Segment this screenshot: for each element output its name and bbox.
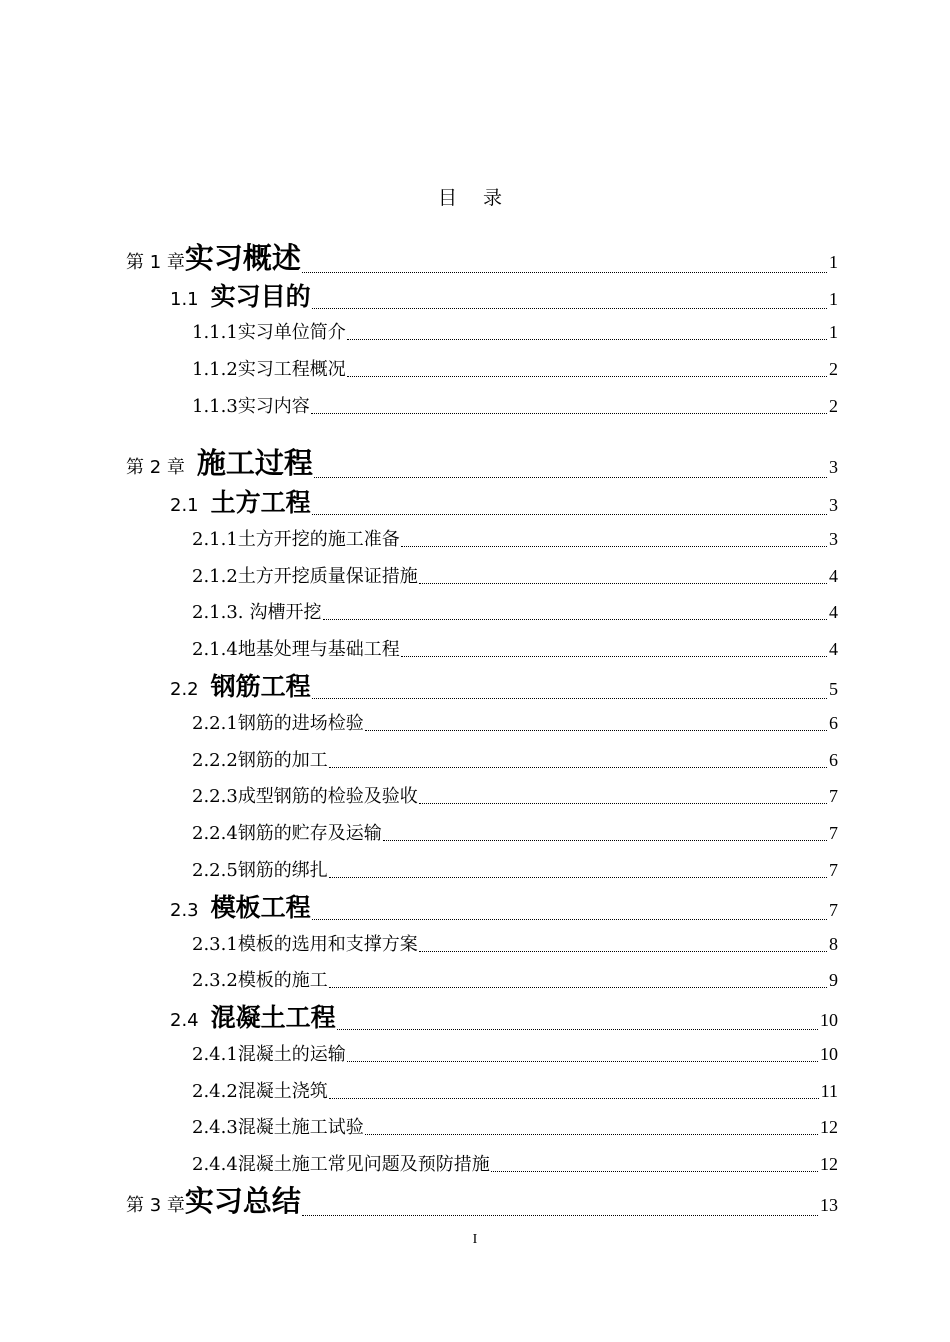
subsection-number: 2.4.4 — [192, 1154, 238, 1175]
chapter-title: 实习总结 — [184, 1184, 301, 1218]
page-number: 10 — [820, 1010, 838, 1030]
page-number: 2 — [829, 359, 838, 379]
subsection-number: 2.1.2 — [192, 566, 238, 587]
page-number: 7 — [829, 823, 838, 843]
dot-leader — [401, 656, 827, 657]
subsection-number: 2.1.4 — [192, 639, 238, 660]
page-number: 6 — [829, 713, 838, 733]
dot-leader — [329, 987, 827, 988]
toc-title: 目 录 — [437, 187, 513, 209]
chapter-prefix: 第 2 章 — [126, 457, 185, 478]
subsection-number: 2.2.2 — [192, 750, 238, 771]
toc-entry-chapter-1[interactable] — [126, 236, 838, 277]
toc-entry-section-2-4[interactable] — [170, 998, 838, 1034]
dot-leader — [312, 919, 827, 920]
toc-entry-section-2-2[interactable] — [170, 667, 838, 703]
subsection-title: 钢筋的加工 — [237, 750, 328, 771]
section-title: 模板工程 — [210, 893, 311, 922]
page-number: 3 — [829, 529, 838, 549]
dot-leader — [312, 514, 827, 515]
page-number: 5 — [829, 679, 838, 699]
subsection-title: 实习内容 — [237, 396, 310, 417]
toc-entry-2-4-2[interactable] — [192, 1077, 838, 1103]
subsection-title: 混凝土浇筑 — [237, 1081, 328, 1102]
toc-entry-2-2-4[interactable] — [192, 819, 838, 845]
page-number: 9 — [829, 970, 838, 990]
dot-leader — [419, 951, 827, 952]
dot-leader — [401, 546, 827, 547]
dot-leader — [365, 1134, 818, 1135]
toc-entry-2-4-3[interactable] — [192, 1113, 838, 1139]
subsection-title: 沟槽开挖 — [249, 602, 322, 623]
page-number: 12 — [820, 1154, 838, 1174]
subsection-number: 1.1.3 — [192, 396, 238, 417]
toc-entry-2-2-5[interactable] — [192, 856, 838, 882]
subsection-title: 实习单位简介 — [237, 322, 346, 343]
subsection-number: 2.3.2 — [192, 970, 238, 991]
subsection-title: 混凝土的运输 — [237, 1044, 346, 1065]
page-number: 6 — [829, 750, 838, 770]
section-number: 2.1 — [170, 495, 199, 516]
dot-leader — [329, 1098, 819, 1099]
subsection-number: 1.1.2 — [192, 359, 238, 380]
section-number: 2.4 — [170, 1010, 199, 1031]
chapter-prefix: 第 1 章 — [126, 252, 185, 273]
dot-leader — [329, 767, 827, 768]
dot-leader — [383, 840, 827, 841]
section-title: 混凝土工程 — [210, 1003, 336, 1032]
chapter-title: 施工过程 — [196, 446, 313, 480]
subsection-title: 地基处理与基础工程 — [237, 639, 400, 660]
toc-entry-1-1-1[interactable] — [192, 318, 838, 344]
page-number: 8 — [829, 934, 838, 954]
toc-entry-2-2-2[interactable] — [192, 746, 838, 772]
dot-leader — [302, 1215, 818, 1216]
toc-entry-2-1-1[interactable] — [192, 525, 838, 551]
section-number: 2.3 — [170, 900, 199, 921]
toc-entry-2-4-1[interactable] — [192, 1040, 838, 1066]
subsection-number: 2.1.1 — [192, 529, 238, 550]
dot-leader — [347, 339, 827, 340]
section-number: 2.2 — [170, 679, 199, 700]
toc-entry-2-1-3[interactable] — [192, 598, 838, 624]
subsection-number: 2.2.5 — [192, 860, 238, 881]
footer-page-number: I — [472, 1232, 478, 1247]
section-title: 土方工程 — [210, 488, 311, 517]
page-number: 3 — [829, 457, 838, 477]
dot-leader — [365, 730, 827, 731]
dot-leader — [323, 619, 827, 620]
dot-leader — [312, 698, 827, 699]
chapter-prefix: 第 3 章 — [126, 1195, 185, 1216]
subsection-number: 2.3.1 — [192, 934, 238, 955]
page-number: 10 — [820, 1044, 838, 1064]
subsection-number: 2.1.3. — [192, 602, 244, 623]
page-number: 7 — [829, 786, 838, 806]
toc-entry-2-1-4[interactable] — [192, 635, 838, 661]
subsection-number: 2.4.1 — [192, 1044, 238, 1065]
page-number: 4 — [829, 639, 838, 659]
toc-entry-2-3-1[interactable] — [192, 930, 838, 956]
subsection-title: 土方开挖质量保证措施 — [237, 566, 418, 587]
page-number: 4 — [829, 602, 838, 622]
dot-leader — [347, 376, 827, 377]
subsection-title: 模板的施工 — [237, 970, 328, 991]
section-title: 实习目的 — [210, 282, 311, 311]
toc-entry-chapter-2[interactable] — [126, 441, 838, 482]
dot-leader — [314, 477, 827, 478]
subsection-number: 2.2.3 — [192, 786, 238, 807]
subsection-title: 混凝土施工常见问题及预防措施 — [237, 1154, 490, 1175]
toc-entry-section-2-1[interactable] — [170, 483, 838, 519]
dot-leader — [419, 583, 827, 584]
toc-entry-chapter-3[interactable] — [126, 1179, 838, 1220]
chapter-title: 实习概述 — [184, 241, 301, 275]
toc-entry-section-2-3[interactable] — [170, 888, 838, 924]
page-number: 12 — [820, 1117, 838, 1137]
toc-entry-section-1-1[interactable] — [170, 277, 838, 313]
page-number: 7 — [829, 900, 838, 920]
dot-leader — [311, 413, 827, 414]
page-number: 3 — [829, 495, 838, 515]
toc-entry-2-1-2[interactable] — [192, 562, 838, 588]
subsection-title: 实习工程概况 — [237, 359, 346, 380]
page-number: 4 — [829, 566, 838, 586]
subsection-number: 2.2.4 — [192, 823, 238, 844]
page-number: 13 — [820, 1195, 838, 1215]
page-number: 1 — [829, 289, 838, 309]
page-number: 7 — [829, 860, 838, 880]
subsection-number: 2.4.2 — [192, 1081, 238, 1102]
page-number: 11 — [820, 1081, 838, 1101]
dot-leader — [419, 803, 827, 804]
subsection-title: 钢筋的贮存及运输 — [237, 823, 382, 844]
subsection-title: 模板的选用和支撑方案 — [237, 934, 418, 955]
subsection-title: 土方开挖的施工准备 — [237, 529, 400, 550]
page-number: 1 — [829, 322, 838, 342]
subsection-title: 钢筋的进场检验 — [237, 713, 364, 734]
subsection-number: 2.2.1 — [192, 713, 238, 734]
dot-leader — [312, 308, 827, 309]
toc-entry-1-1-3[interactable] — [192, 392, 838, 418]
toc-entry-2-3-2[interactable] — [192, 966, 838, 992]
subsection-title: 钢筋的绑扎 — [237, 860, 328, 881]
subsection-title: 混凝土施工试验 — [237, 1117, 364, 1138]
subsection-title: 成型钢筋的检验及验收 — [237, 786, 418, 807]
section-title: 钢筋工程 — [210, 672, 311, 701]
dot-leader — [302, 272, 827, 273]
toc-entry-2-2-1[interactable] — [192, 709, 838, 735]
dot-leader — [337, 1029, 818, 1030]
dot-leader — [329, 877, 827, 878]
subsection-number: 2.4.3 — [192, 1117, 238, 1138]
section-number: 1.1 — [170, 289, 199, 310]
dot-leader — [491, 1171, 818, 1172]
dot-leader — [347, 1061, 818, 1062]
page-number: 2 — [829, 396, 838, 416]
toc-entry-1-1-2[interactable] — [192, 355, 838, 381]
toc-entry-2-2-3[interactable] — [192, 782, 838, 808]
subsection-number: 1.1.1 — [192, 322, 238, 343]
page-number: 1 — [829, 252, 838, 272]
toc-entry-2-4-4[interactable] — [192, 1150, 838, 1176]
